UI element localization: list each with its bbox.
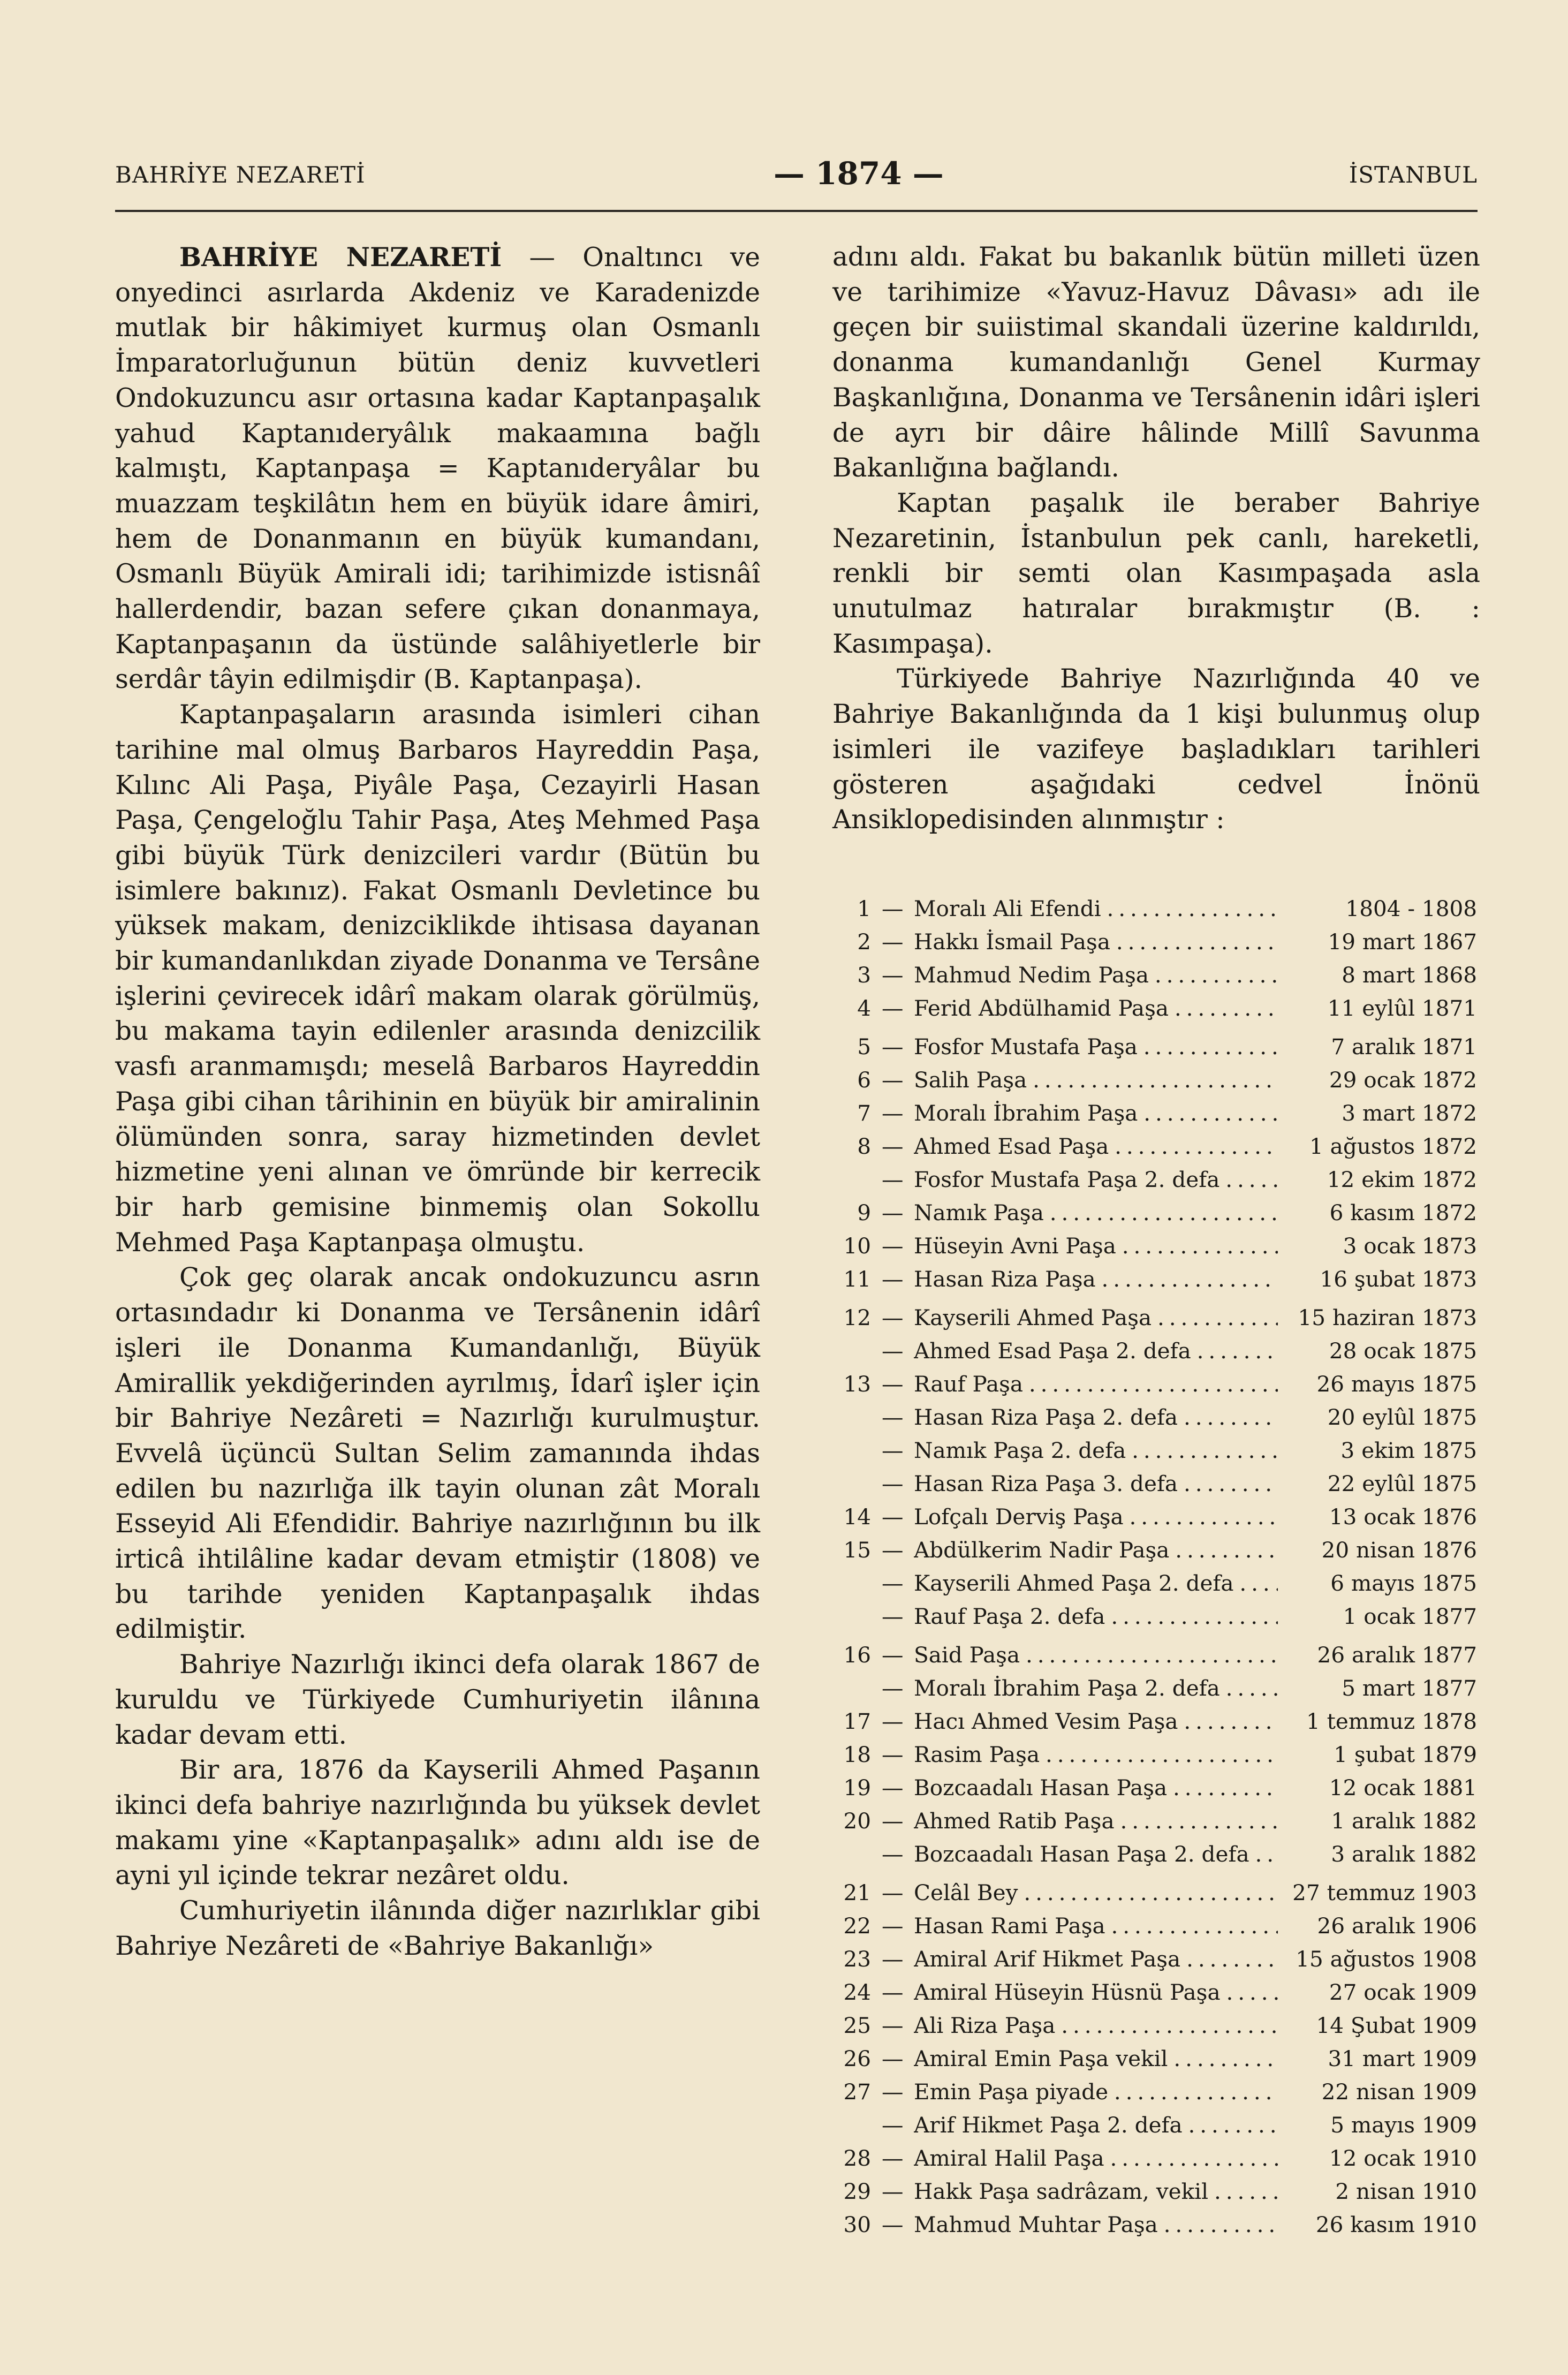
minister-row [832, 1167, 1480, 1200]
row-dash: — [882, 1775, 904, 1801]
minister-number: 30 [843, 2212, 871, 2237]
minister-name: Hasan Riza Paşa 2. defa . . . [914, 1404, 1278, 1430]
minister-start-date: 5 mayıs 1909 [1278, 2112, 1477, 2138]
minister-name: Amiral Arif Hikmet Paşa . . . [914, 1946, 1278, 1972]
minister-start-date: 20 eylûl 1875 [1278, 1404, 1477, 1430]
minister-name: Ahmed Esad Paşa 2. defa . . . [914, 1338, 1278, 1364]
minister-number: 8 [857, 1133, 871, 1159]
minister-row [832, 1642, 1480, 1675]
minister-number: 10 [843, 1233, 871, 1259]
header-section-title: BAHRİYE NEZARETİ [115, 162, 366, 188]
minister-name: Abdülkerim Nadir Paşa . . . [914, 1537, 1278, 1563]
minister-row [832, 1708, 1480, 1742]
minister-name: Mahmud Muhtar Paşa . . . [914, 2212, 1278, 2237]
minister-row [832, 2079, 1480, 2112]
article-paragraph [115, 240, 760, 698]
minister-number: 21 [843, 1880, 871, 1905]
row-dash: — [882, 1742, 904, 1767]
row-dash: — [882, 1404, 904, 1430]
minister-start-date: 3 mart 1872 [1278, 1100, 1477, 1126]
minister-name: Bozcaadalı Hasan Paşa 2. defa . . . [914, 1841, 1278, 1867]
row-dash: — [882, 1133, 904, 1159]
minister-row [832, 1266, 1480, 1299]
minister-number: 1 [857, 896, 871, 921]
row-dash: — [882, 1946, 904, 1972]
minister-number: 27 [843, 2079, 871, 2105]
minister-number: 18 [843, 1742, 871, 1767]
minister-name: Salih Paşa . . . [914, 1067, 1278, 1093]
row-dash: — [882, 1642, 904, 1668]
row-dash: — [882, 929, 904, 955]
row-dash: — [882, 1266, 904, 1292]
minister-row [832, 1338, 1480, 1371]
minister-row [832, 2145, 1480, 2179]
minister-name: Hakk Paşa sadrâzam, vekil . . . [914, 2179, 1278, 2204]
row-dash: — [882, 1438, 904, 1463]
minister-start-date: 8 mart 1868 [1278, 962, 1477, 988]
minister-number: 13 [843, 1371, 871, 1397]
row-dash: — [882, 1913, 904, 1939]
minister-row [832, 2046, 1480, 2079]
minister-name: Emin Paşa piyade . . . [914, 2079, 1278, 2105]
page-number: — 1874 — [774, 155, 944, 192]
minister-name: Ali Riza Paşa . . . [914, 2013, 1278, 2038]
row-dash: — [882, 1471, 904, 1496]
minister-name: Bozcaadalı Hasan Paşa . . . [914, 1775, 1278, 1801]
minister-name: Arif Hikmet Paşa 2. defa . . . [914, 2112, 1278, 2138]
minister-row [832, 1979, 1480, 2013]
row-dash: — [882, 1808, 904, 1834]
minister-row [832, 1880, 1480, 1913]
minister-start-date: 15 haziran 1873 [1278, 1305, 1477, 1330]
minister-number: 12 [843, 1305, 871, 1330]
minister-number: 7 [857, 1100, 871, 1126]
minister-name: Ahmed Ratib Paşa . . . [914, 1808, 1278, 1834]
minister-start-date: 11 eylûl 1871 [1278, 995, 1477, 1021]
minister-name: Rauf Paşa . . . [914, 1371, 1278, 1397]
minister-start-date: 12 ekim 1872 [1278, 1167, 1477, 1192]
minister-number: 3 [857, 962, 871, 988]
minister-number: 19 [843, 1775, 871, 1801]
minister-name: Moralı Ali Efendi . . . [914, 896, 1278, 921]
minister-row [832, 1034, 1480, 1067]
minister-name: Fosfor Mustafa Paşa . . . [914, 1034, 1278, 1060]
minister-row [832, 1067, 1480, 1100]
minister-start-date: 20 nisan 1876 [1278, 1537, 1477, 1563]
minister-start-date: 29 ocak 1872 [1278, 1067, 1477, 1093]
ministers-list [832, 896, 1480, 2245]
minister-row [832, 2179, 1480, 2212]
minister-row [832, 2013, 1480, 2046]
row-dash: — [882, 962, 904, 988]
minister-row [832, 1841, 1480, 1874]
right-column [832, 240, 1480, 838]
minister-name: Said Paşa . . . [914, 1642, 1278, 1668]
minister-number: 14 [843, 1504, 871, 1530]
minister-name: Hakkı İsmail Paşa . . . [914, 929, 1278, 955]
minister-row [832, 1570, 1480, 1603]
minister-number: 15 [843, 1537, 871, 1563]
row-dash: — [882, 1880, 904, 1905]
row-dash: — [882, 2145, 904, 2171]
minister-row [832, 1504, 1480, 1537]
minister-row [832, 929, 1480, 962]
minister-row [832, 962, 1480, 995]
row-dash: — [882, 2013, 904, 2038]
minister-number: 16 [843, 1642, 871, 1668]
minister-name: Moralı İbrahim Paşa 2. defa . . . [914, 1675, 1278, 1701]
minister-number: 24 [843, 1979, 871, 2005]
minister-row [832, 1305, 1480, 1338]
minister-number: 26 [843, 2046, 871, 2071]
row-dash: — [882, 1841, 904, 1867]
minister-row [832, 1537, 1480, 1570]
minister-start-date: 13 ocak 1876 [1278, 1504, 1477, 1530]
article-paragraph: Kaptan paşalık ile beraber Bahriye Nezaretinin, İstanbulun pek canlı, hareketli, renkli bir semti olan Kasımpaşada asla unutulmaz hatıralar bırakmıştır (B. : Kasımpaşa). [832, 488, 1480, 659]
minister-number: 6 [857, 1067, 871, 1093]
article-title: BAHRİYE NEZARETİ [179, 242, 502, 273]
minister-row [832, 1775, 1480, 1808]
minister-name: Amiral Emin Paşa vekil . . . [914, 2046, 1278, 2071]
minister-start-date: 12 ocak 1881 [1278, 1775, 1477, 1801]
minister-row [832, 1913, 1480, 1946]
minister-start-date: 16 şubat 1873 [1278, 1266, 1477, 1292]
row-dash: — [882, 1708, 904, 1734]
minister-start-date: 3 ekim 1875 [1278, 1438, 1477, 1463]
minister-name: Hüseyin Avni Paşa . . . [914, 1233, 1278, 1259]
minister-number: 29 [843, 2179, 871, 2204]
minister-row [832, 2212, 1480, 2245]
row-dash: — [882, 1067, 904, 1093]
minister-number: 17 [843, 1708, 871, 1734]
minister-name: Namık Paşa 2. defa . . . [914, 1438, 1278, 1463]
row-dash: — [882, 1233, 904, 1259]
minister-start-date: 7 aralık 1871 [1278, 1034, 1477, 1060]
minister-start-date: 5 mart 1877 [1278, 1675, 1477, 1701]
minister-name: Amiral Hüseyin Hüsnü Paşa . . . [914, 1979, 1278, 2005]
row-dash: — [882, 1034, 904, 1060]
minister-name: Kayserili Ahmed Paşa 2. defa . . . [914, 1570, 1278, 1596]
minister-start-date: 26 kasım 1910 [1278, 2212, 1477, 2237]
minister-start-date: 1 temmuz 1878 [1278, 1708, 1477, 1734]
minister-row [832, 1371, 1480, 1404]
article-paragraph: Kaptanpaşaların arasında isimleri cihan tarihine mal olmuş Barbaros Hayreddin Paşa, Kılınc Ali Paşa, Piyâle Paşa, Cezayirli Hasan Paşa, Çengeloğlu Tahir Paşa, Ateş Mehmed Paşa gibi büyük Türk denizcileri vardır (Bütün bu isimlere bakınız). Fakat Osmanlı Devletince bu yüksek makam, denizciklikde ihtisasa dayanan bir kumandanlıkdan ziyade Donanma ve Tersâne işlerini çevirecek idârî makam olarak görülmüş, bu makama tayin edilenler arasında denizcilik vasfı aranmamışdı; meselâ Barbaros Hayreddin Paşa gibi cihan târihinin en büyük bir amiralinin ölümünden sonra, saray hizmetinden devlet hizmetine yeni alınan ve ömründe bir kerrecik bir harb gemisine binmemiş olan Sokollu Mehmed Paşa Kaptanpaşa olmuştu. [115, 700, 760, 1258]
minister-number: 25 [843, 2013, 871, 2038]
row-dash: — [882, 1570, 904, 1596]
minister-row [832, 1946, 1480, 1979]
minister-name: Kayserili Ahmed Paşa . . . [914, 1305, 1278, 1330]
minister-name: Ferid Abdülhamid Paşa . . . [914, 995, 1278, 1021]
minister-number: 11 [843, 1266, 871, 1292]
minister-start-date: 6 kasım 1872 [1278, 1200, 1477, 1226]
minister-start-date: 19 mart 1867 [1278, 929, 1477, 955]
article-paragraph: Çok geç olarak ancak ondokuzuncu asrın ortasındadır ki Donanma ve Tersânenin idârî işleri ile Donanma Kumandanlığı, Büyük Amirallik yekdiğerinden ayrılmış, İdarî işler için bir Bahriye Nezâreti = Nazırlığı kurulmuştur. Evvelâ üçüncü Sultan Selim zamanında ihdas edilen bu nazırlığa ilk tayin olunan zât Moralı Esseyid Ali Efendidir. Bahriye nazırlığının bu ilk irticâ ihtilâline kadar devam etmiştir (1808) ve bu tarihde yeniden Kaptanpaşalık ihdas edilmiştir. [115, 1262, 760, 1645]
row-dash: — [882, 2046, 904, 2071]
minister-start-date: 15 ağustos 1908 [1278, 1946, 1477, 1972]
row-dash: — [882, 2079, 904, 2105]
minister-start-date: 26 aralık 1877 [1278, 1642, 1477, 1668]
article-paragraph: Bahriye Nazırlığı ikinci defa olarak 1867 de kuruldu ve Türkiyede Cumhuriyetin ilânına kadar devam etti. [115, 1650, 760, 1750]
minister-name: Rauf Paşa 2. defa . . . [914, 1603, 1278, 1629]
minister-name: Ahmed Esad Paşa . . . [914, 1133, 1278, 1159]
row-dash: — [882, 1675, 904, 1701]
minister-row [832, 896, 1480, 929]
minister-number: 5 [857, 1034, 871, 1060]
row-dash: — [882, 2112, 904, 2138]
minister-row [832, 1133, 1480, 1167]
minister-start-date: 26 mayıs 1875 [1278, 1371, 1477, 1397]
minister-name: Hasan Riza Paşa 3. defa . . . [914, 1471, 1278, 1496]
minister-number: 4 [857, 995, 871, 1021]
article-paragraph: Cumhuriyetin ilânında diğer nazırlıklar gibi Bahriye Nezâreti de «Bahriye Bakanlığı» [115, 1896, 760, 1961]
minister-row [832, 1438, 1480, 1471]
minister-number: 28 [843, 2145, 871, 2171]
row-dash: — [882, 1200, 904, 1226]
minister-start-date: 12 ocak 1910 [1278, 2145, 1477, 2171]
minister-row [832, 1100, 1480, 1133]
minister-name: Namık Paşa . . . [914, 1200, 1278, 1226]
row-dash: — [882, 896, 904, 921]
minister-number: 9 [857, 1200, 871, 1226]
minister-start-date: 1 ocak 1877 [1278, 1603, 1477, 1629]
minister-row [832, 1675, 1480, 1708]
paragraph-text: — Onaltıncı ve onyedinci asırlarda Akdeniz ve Karadenizde mutlak bir hâkimiyet kurmuş olan Osmanlı İmparatorluğunun bütün deniz kuvvetleri Ondokuzuncu asır ortasına kadar Kaptanpaşalık yahud Kaptanıderyâlık makaamına bağlı kalmıştı, Kaptanpaşa = Kaptanıderyâlar bu muazzam teşkilâtın hem en büyük idare âmiri, hem de Donanmanın en büyük kumandanı, Osmanlı Büyük Amirali idi; tarihimizde istisnâî hallerdendir, bazan sefere çıkan donanmaya, Kaptanpaşanın da üstünde salâhiyetlerle bir serdâr tâyin edilmişdir (B. Kaptanpaşa). [115, 243, 760, 695]
minister-start-date: 22 eylûl 1875 [1278, 1471, 1477, 1496]
minister-start-date: 26 aralık 1906 [1278, 1913, 1477, 1939]
minister-row [832, 1404, 1480, 1438]
minister-start-date: 6 mayıs 1875 [1278, 1570, 1477, 1596]
row-dash: — [882, 1504, 904, 1530]
header-rule [115, 210, 1478, 212]
minister-row [832, 1742, 1480, 1775]
minister-name: Lofçalı Derviş Paşa . . . [914, 1504, 1278, 1530]
minister-number: 20 [843, 1808, 871, 1834]
article-paragraph: Bir ara, 1876 da Kayserili Ahmed Paşanın ikinci defa bahriye nazırlığında bu yüksek devlet makamı yine «Kaptanpaşalık» adını aldı ise de ayni yıl içinde tekrar nezâret oldu. [115, 1755, 760, 1891]
row-dash: — [882, 1100, 904, 1126]
minister-start-date: 22 nisan 1909 [1278, 2079, 1477, 2105]
minister-start-date: 1 aralık 1882 [1278, 1808, 1477, 1834]
minister-number: 23 [843, 1946, 871, 1972]
minister-name: Moralı İbrahim Paşa . . . [914, 1100, 1278, 1126]
row-dash: — [882, 995, 904, 1021]
row-dash: — [882, 1603, 904, 1629]
minister-start-date: 2 nisan 1910 [1278, 2179, 1477, 2204]
minister-start-date: 14 Şubat 1909 [1278, 2013, 1477, 2038]
minister-name: Amiral Halil Paşa . . . [914, 2145, 1278, 2171]
minister-start-date: 3 ocak 1873 [1278, 1233, 1477, 1259]
minister-start-date: 1 şubat 1879 [1278, 1742, 1477, 1767]
row-dash: — [882, 1338, 904, 1364]
row-dash: — [882, 1371, 904, 1397]
minister-start-date: 28 ocak 1875 [1278, 1338, 1477, 1364]
minister-start-date: 31 mart 1909 [1278, 2046, 1477, 2071]
minister-row [832, 1233, 1480, 1266]
row-dash: — [882, 1305, 904, 1330]
minister-row [832, 995, 1480, 1028]
page-header [115, 155, 1478, 193]
minister-row [832, 2112, 1480, 2145]
minister-name: Mahmud Nedim Paşa . . . [914, 962, 1278, 988]
minister-name: Rasim Paşa . . . [914, 1742, 1278, 1767]
minister-number: 22 [843, 1913, 871, 1939]
minister-name: Hacı Ahmed Vesim Paşa . . . [914, 1708, 1278, 1734]
minister-start-date: 3 aralık 1882 [1278, 1841, 1477, 1867]
minister-start-date: 1804 - 1808 [1278, 896, 1477, 921]
minister-start-date: 1 ağustos 1872 [1278, 1133, 1477, 1159]
minister-row [832, 1603, 1480, 1637]
minister-name: Hasan Riza Paşa . . . [914, 1266, 1278, 1292]
article-paragraph: adını aldı. Fakat bu bakanlık bütün milleti üzen ve tarihimize «Yavuz-Havuz Dâvası» adı ile geçen bir suiistimal skandali üzerine kaldırıldı, donanma kumandanlığı Genel Kurmay Başkanlığına, Donanma ve Tersânenin idâri işleri de ayrı bir dâire hâlinde Millî Savunma Bakanlığına bağlandı. [832, 242, 1480, 483]
minister-name: Hasan Rami Paşa . . . [914, 1913, 1278, 1939]
minister-start-date: 27 ocak 1909 [1278, 1979, 1477, 2005]
minister-row [832, 1200, 1480, 1233]
minister-number: 2 [857, 929, 871, 955]
minister-name: Celâl Bey . . . [914, 1880, 1278, 1905]
row-dash: — [882, 2179, 904, 2204]
row-dash: — [882, 2212, 904, 2237]
row-dash: — [882, 1167, 904, 1192]
article-paragraph: Türkiyede Bahriye Nazırlığında 40 ve Bahriye Bakanlığında da 1 kişi bulunmuş olup isimleri ile vazifeye başladıkları tarihleri gösteren aşağıdaki cedvel İnönü Ansiklopedisinden alınmıştır : [832, 664, 1480, 835]
row-dash: — [882, 1537, 904, 1563]
left-column [115, 240, 760, 1964]
minister-name: Fosfor Mustafa Paşa 2. defa . . . [914, 1167, 1278, 1192]
minister-row [832, 1808, 1480, 1841]
minister-row [832, 1471, 1480, 1504]
header-city: İSTANBUL [1349, 162, 1478, 188]
row-dash: — [882, 1979, 904, 2005]
minister-start-date: 27 temmuz 1903 [1278, 1880, 1477, 1905]
